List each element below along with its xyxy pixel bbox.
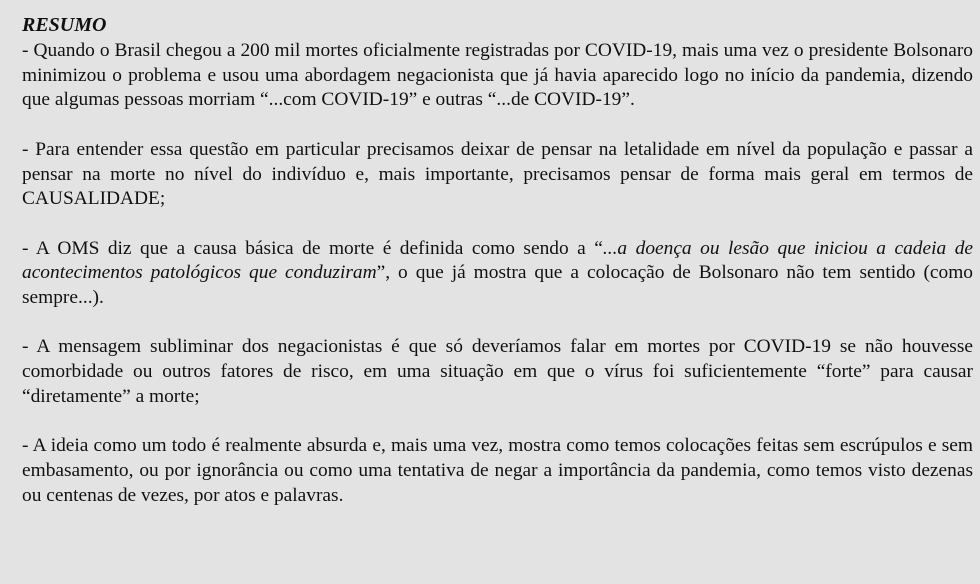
paragraph-brazil-200k-deaths: - Quando o Brasil chegou a 200 mil mortes oficialmente registradas por COVID-19, mais uma vez o presidente Bolsonaro minimizou o problema e usou uma abordagem negacionista que já havia aparecido logo no início da pandemia, dizendo que algumas pessoas morriam “...com COVID-19” e outras “...de COVID-19”. [22, 40, 973, 111]
paragraph-causality: - Para entender essa questão em particular precisamos deixar de pensar na letalidade em nível da população e passar a pensar na morte no nível do indivíduo e, mais importante, precisamos pensar de forma mais geral em termos de CAUSALIDADE; [22, 138, 973, 210]
paragraph-conclusion: - A ideia como um todo é realmente absurda e, mais uma vez, mostra como temos colocações feitas sem escrúpulos e sem embasamento, ou por ignorância ou como uma tentativa de negar a importância da pandemia, como temos visto dezenas ou centenas de vezes, por atos e palavras. [22, 435, 973, 506]
who-definition-lead: - A OMS diz que a causa básica de morte é definida como sendo a “ [22, 237, 603, 259]
paragraph-who-definition [22, 237, 973, 311]
who-definition-quote: ...a doença ou lesão que iniciou a cadeia de acontecimentos patológicos que conduziram [22, 237, 973, 284]
summary-heading: RESUMO [22, 14, 107, 36]
paragraph-subliminal-message: - A mensagem subliminar dos negacionistas é que só deveríamos falar em mortes por COVID-19 se não houvesse comorbidade ou outros fatores de risco, em uma situação em que o vírus foi suficientemente “forte” para causar “diretamente” a morte; [22, 336, 973, 407]
who-definition-tail: ”, o que já mostra que a colocação de Bolsonaro não tem sentido (como sempre...). [22, 262, 973, 308]
